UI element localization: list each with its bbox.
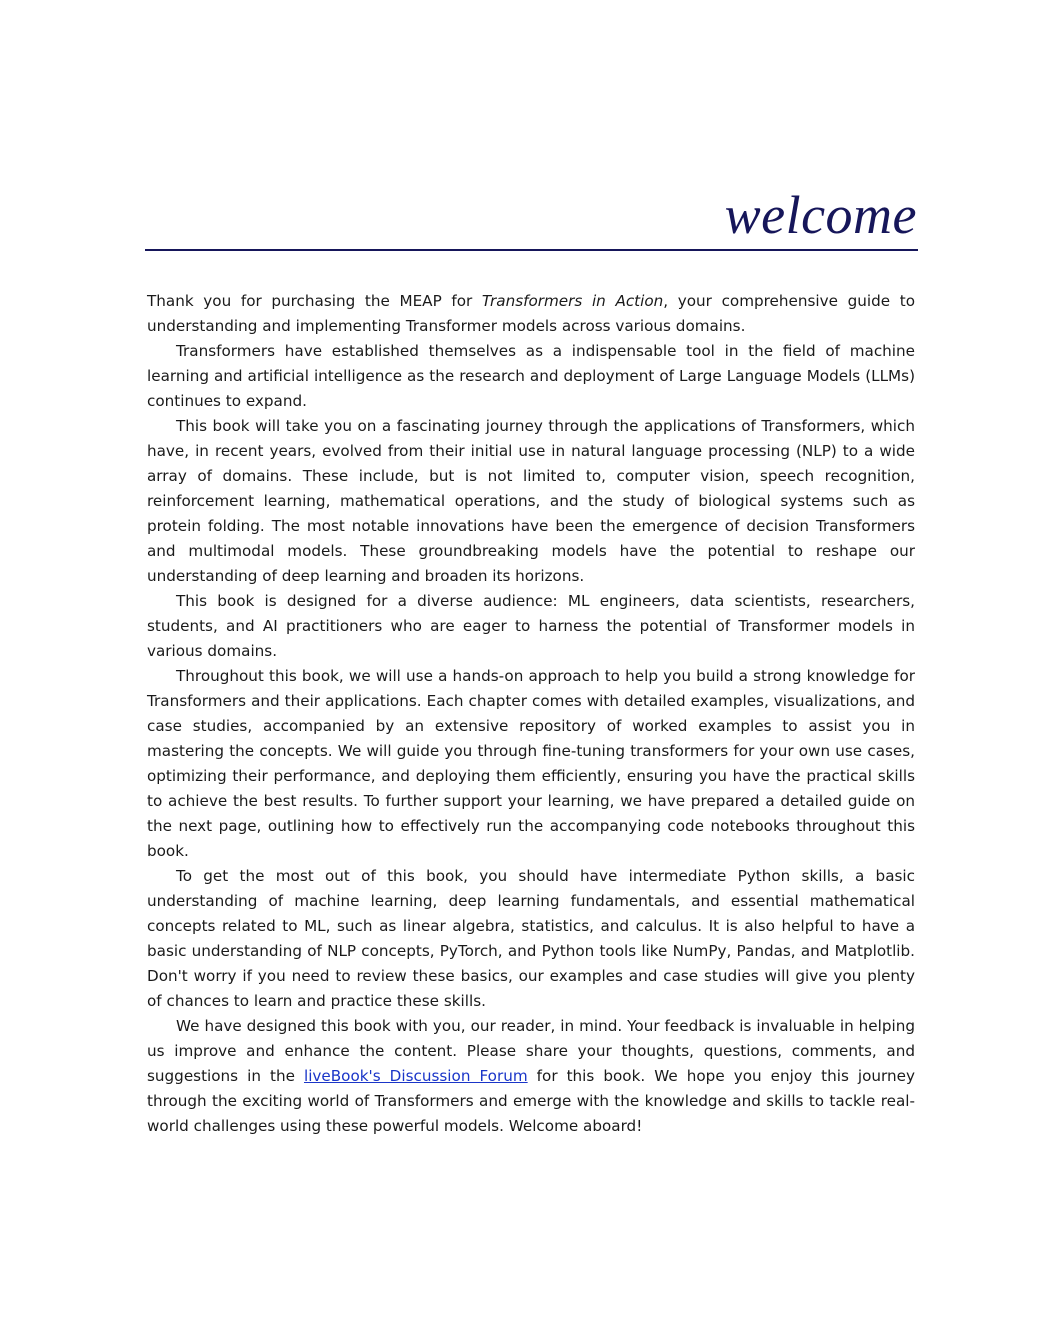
- book-title: Transformers in Action: [481, 292, 664, 310]
- paragraph-approach: Throughout this book, we will use a hands-on approach to help you build a strong knowledge for Transformers and their applications. Each chapter comes with detailed examples, visualizations, and case studies, accompanied by an extensive repository of worked examples to assist you in mastering the concepts. We will guide you through fine-tuning transformers for your own use cases, optimizing their performance, and deploying them efficiently, ensuring you have the practical skills to achieve the best results. To further support your learning, we have prepared a detailed guide on the next page, outlining how to effectively run the accompanying code notebooks throughout this book.: [147, 667, 915, 860]
- heading-rule: [145, 249, 918, 251]
- paragraph-intro-before: Thank you for purchasing the MEAP for: [147, 292, 482, 310]
- discussion-forum-link[interactable]: liveBook's Discussion Forum: [303, 1067, 528, 1085]
- page-heading: welcome: [724, 185, 917, 245]
- paragraph-feedback-before: We have designed this book with you, our reader, in mind. Your feedback is invaluable in helping us improve and enhance the content. Please share your thoughts, questions, comments, and suggestions in the: [147, 1017, 915, 1085]
- body-text: [147, 289, 915, 1139]
- paragraph-prerequisites: To get the most out of this book, you should have intermediate Python skills, a basic understanding of machine learning, deep learning fundamentals, and essential mathematical concepts related to ML, such as linear algebra, statistics, and calculus. It is also helpful to have a basic understanding of NLP concepts, PyTorch, and Python tools like NumPy, Pandas, and Matplotlib. Don't worry if you need to review these basics, our examples and case studies will give you plenty of chances to learn and practice these skills.: [147, 867, 915, 1010]
- paragraph-feedback: [147, 1014, 915, 1139]
- paragraph-audience: This book is designed for a diverse audience: ML engineers, data scientists, researchers, students, and AI practitioners who are eager to harness the potential of Transformer models in various domains.: [147, 592, 915, 660]
- paragraph-transformers: Transformers have established themselves as a indispensable tool in the field of machine learning and artificial intelligence as the research and deployment of Large Language Models (LLMs) continues to expand.: [147, 342, 915, 410]
- paragraph-feedback-after: for this book. We hope you enjoy this journey through the exciting world of Transformers and emerge with the knowledge and skills to tackle real-world challenges using these powerful models. Welcome aboard!: [147, 1067, 915, 1135]
- paragraph-journey: This book will take you on a fascinating journey through the applications of Transformers, which have, in recent years, evolved from their initial use in natural language processing (NLP) to a wide array of domains. These include, but is not limited to, computer vision, speech recognition, reinforcement learning, mathematical operations, and the study of biological systems such as protein folding. The most notable innovations have been the emergence of decision Transformers and multimodal models. These groundbreaking models have the potential to reshape our understanding of deep learning and broaden its horizons.: [147, 417, 915, 585]
- paragraph-intro-after: , your comprehensive guide to understanding and implementing Transformer models across various domains.: [147, 292, 915, 335]
- paragraph-intro: [147, 289, 915, 339]
